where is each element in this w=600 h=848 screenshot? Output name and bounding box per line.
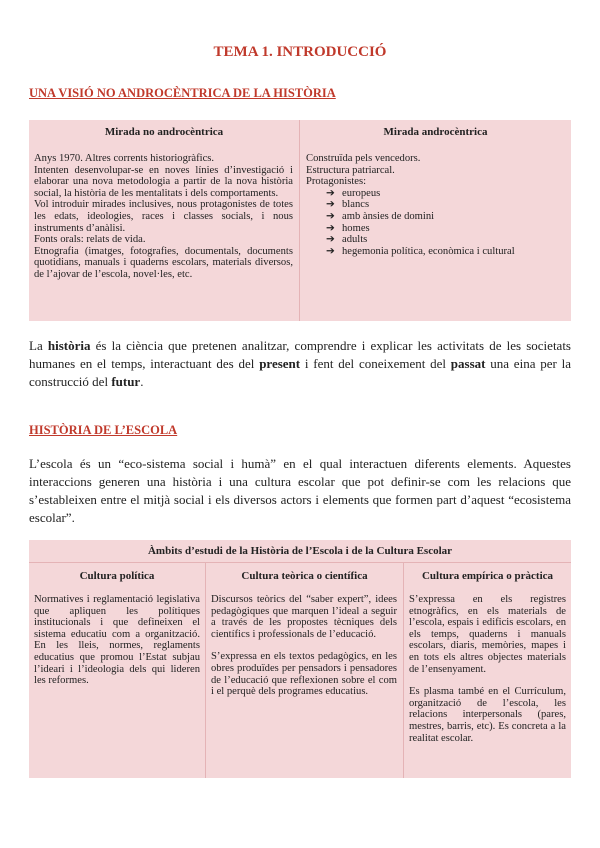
list-item [326, 199, 566, 211]
list-item-label: amb ànsies de domini [342, 210, 435, 222]
col3-paragraph: Es plasma també en el Currículum, organització de l’escola, les relacions interpersonals (pares, mestres, barris, etc). Es concreta a la realitat escolar. [409, 686, 566, 744]
arrow-icon: ➔ [326, 210, 335, 222]
bold-term: història [47, 338, 91, 353]
col2-header: Cultura teòrica o científica [241, 570, 368, 582]
table-divider [403, 562, 404, 778]
col1-paragraph: Normatives i reglamentació legislativa que apliquen les polítiques institucionals i que defineixen el sistema educatiu com a organització. En les lleis, normes, reglaments educatius que promou l’Estat subjau l’ideari i l’ideologia dels qui lideren les reformes. [34, 594, 200, 687]
list-item-label: blancs [342, 199, 370, 211]
text-run: una eina per la construcció del [29, 356, 571, 389]
arrow-icon: ➔ [326, 234, 335, 246]
list-item [326, 246, 566, 258]
text-run: i fent del coneixement del [300, 356, 451, 371]
list-item [326, 234, 566, 246]
table-divider [205, 562, 206, 778]
list-item [326, 188, 566, 200]
left-paragraph: Vol introduir mirades inclusives, nous protagonistes de totes les edats, ideologies, races i classes socials, i nous instruments d’anàlisi. [34, 199, 293, 234]
list-item-label: europeus [342, 187, 381, 199]
arrow-icon: ➔ [326, 245, 335, 257]
page-title: TEMA 1. INTRODUCCIÓ [213, 44, 387, 60]
col3-header: Cultura empírica o pràctica [421, 570, 554, 582]
col3-content [409, 594, 566, 744]
text-run: La [29, 338, 48, 353]
bold-term: futur [111, 374, 141, 389]
right-column-header: Mirada androcèntrica [383, 126, 488, 138]
protagonists-list [306, 188, 566, 258]
list-item-label: adults [342, 234, 368, 246]
col2-content [211, 594, 397, 698]
list-item-label: homes [342, 222, 370, 234]
left-column-header: Mirada no androcèntrica [104, 126, 224, 138]
arrow-icon: ➔ [326, 222, 335, 234]
table-title: Àmbits d’estudi de la Història de l’Escola i de la Cultura Escolar [147, 545, 453, 557]
col2-paragraph: S’expressa en els textos pedagògics, en les obres produïdes per pensadors i pensadores de l’educació que reflexionen sobre el com i el perquè dels programes educatius. [211, 651, 397, 698]
col1-header: Cultura política [79, 570, 155, 582]
bold-term: present [259, 356, 301, 371]
left-paragraph: Fonts orals: relats de vida. [34, 234, 146, 246]
left-paragraph: Intenten desenvolupar-se en noves línies d’investigació i elaborar una nova metodologia a partir de la nova història social, la història de les mentalitats i dels comportaments. [34, 164, 293, 199]
right-column-content [306, 153, 566, 257]
table-divider [29, 562, 571, 563]
section1-heading: UNA VISIÓ NO ANDROCÈNTRICA DE LA HISTÒRIA [29, 86, 336, 100]
right-line: Estructura patriarcal. [306, 164, 395, 176]
list-item [326, 211, 566, 223]
comparison-table [29, 120, 571, 321]
col2-paragraph: Discursos teòrics del “saber expert”, idees pedagògiques que marquen l’ideal a seguir a través de les propostes tècniques dels científics i professionals de l’educació. [211, 594, 397, 640]
history-definition [29, 337, 571, 391]
left-paragraph: Anys 1970. Altres corrents historiogràfics. [34, 153, 215, 164]
school-paragraph: L’escola és un “eco-sistema social i humà” en el qual interactuen diferents elements. Aquestes interaccions generen una història i una cultura escolar que pot definir-se com les relacions que s’estableixen entre el mitjà social i els diversos actors i elements que formen part d’aquest “ecosistema escolar”. [29, 456, 571, 525]
section2-heading: HISTÒRIA DE L’ESCOLA [29, 423, 178, 437]
text-run: és la ciència que pretenen analitzar, comprendre i explicar les activitats de les societats humanes en el temps, interactuant des del [29, 338, 571, 371]
col1-content [34, 594, 200, 687]
list-item-label: hegemonia política, econòmica i cultural [342, 245, 515, 257]
col3-paragraph: S’expressa en els registres etnogràfics, en els materials de l’escola, espais i edificis escolars, en els temps, quaderns i manuals escolars, diaris, memòries, mapes i en tots els altres objectes materials de l’ensenyament. [409, 594, 566, 675]
arrow-icon: ➔ [326, 199, 335, 211]
list-item [326, 223, 566, 235]
right-line: Construïda pels vencedors. [306, 153, 421, 164]
ambits-table [29, 540, 571, 778]
arrow-icon: ➔ [326, 187, 335, 199]
table-divider [299, 120, 300, 321]
text-run: . [140, 374, 144, 389]
bold-term: passat [450, 356, 486, 371]
left-column-content [34, 153, 293, 281]
right-line: Protagonistes: [306, 176, 367, 188]
left-paragraph: Etnografia (imatges, fotografies, documentals, documents quotidians, manuals i quaderns escolars, materials diversos, de l’ajovar de l’escola, novel·les, etc. [34, 245, 293, 280]
